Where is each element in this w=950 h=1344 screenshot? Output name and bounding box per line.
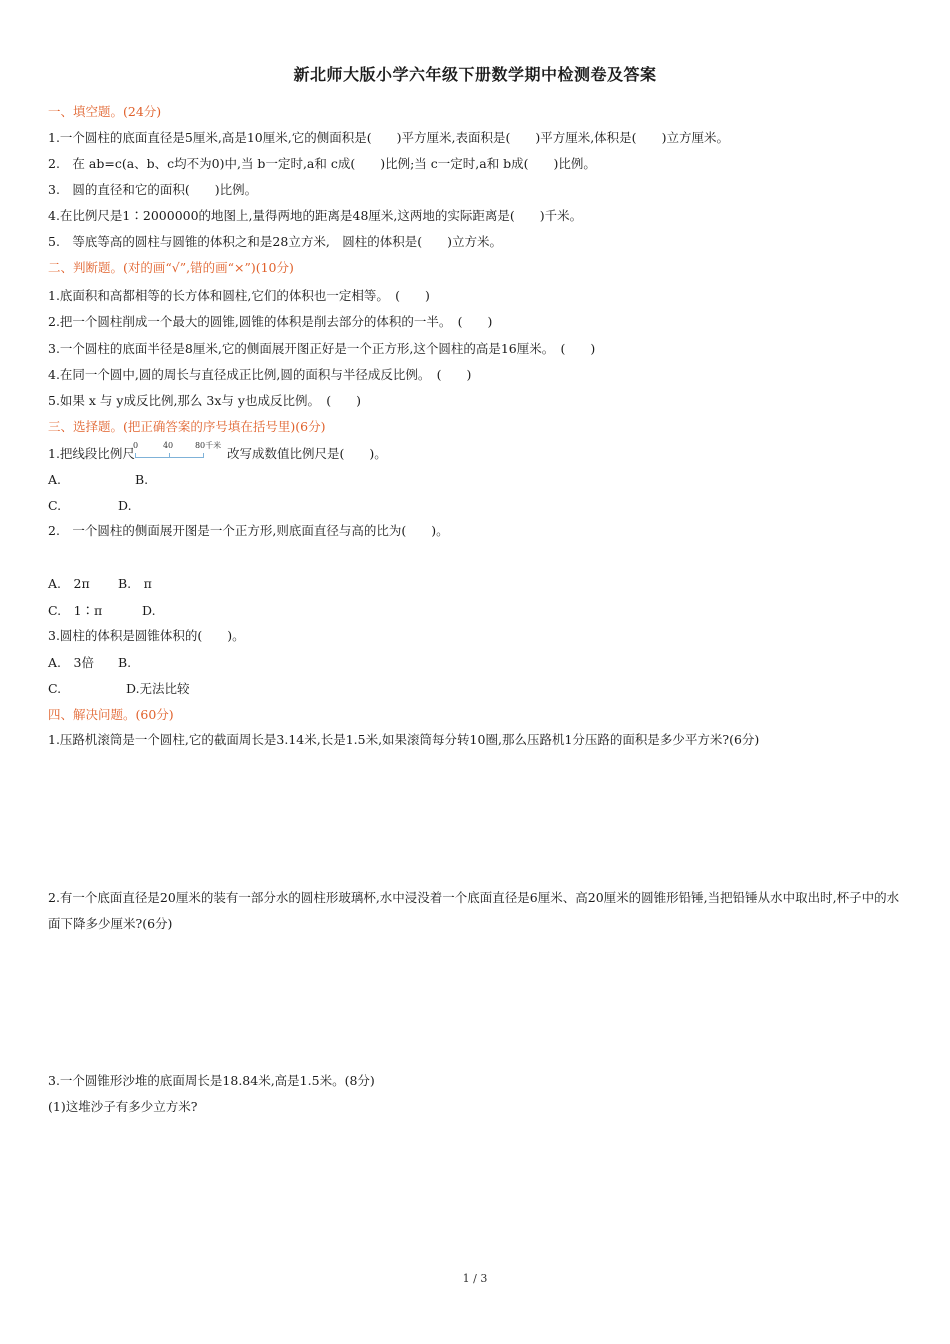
option-b: B. bbox=[135, 472, 149, 487]
option-a: A. 3倍 bbox=[48, 655, 94, 670]
question-text: 1.底面积和高都相等的长方体和圆柱,它们的体积也一定相等。 ( ) bbox=[48, 288, 430, 303]
question-text: 4.在同一个圆中,圆的周长与直径成正比例,圆的面积与半径成反比例。 ( ) bbox=[48, 367, 472, 382]
question-text: 5.如果 x 与 y成反比例,那么 3x与 y也成反比例。 ( ) bbox=[48, 393, 361, 408]
scale-tick bbox=[203, 453, 204, 458]
option-a: A. 2π bbox=[48, 576, 90, 591]
option-c: C. bbox=[48, 681, 62, 696]
option-a: A. bbox=[48, 472, 62, 487]
scale-tick bbox=[135, 453, 136, 458]
question-text: 3.圆柱的体积是圆锥体积的( )。 bbox=[48, 628, 245, 643]
question-text: 改写成数值比例尺是( )。 bbox=[226, 446, 387, 461]
section-heading-fill-in: 一、填空题。(24分) bbox=[48, 104, 162, 119]
question-line-scale bbox=[48, 441, 387, 463]
option-c: C. bbox=[48, 498, 62, 513]
page-number: 1 / 3 bbox=[462, 1272, 488, 1285]
option-d: D. bbox=[118, 498, 132, 513]
option-d: D.无法比较 bbox=[126, 681, 190, 696]
question-text: 4.在比例尺是1∶2000000的地图上,量得两地的距离是48厘米,这两地的实际距离是( )千米。 bbox=[48, 208, 583, 223]
question-text: 1.压路机滚筒是一个圆柱,它的截面周长是3.14米,长是1.5米,如果滚筒每分转10圈,那么压路机1分压路的面积是多少平方米?(6分) bbox=[48, 732, 760, 747]
scale-tick bbox=[169, 453, 170, 458]
option-b: B. π bbox=[118, 576, 152, 591]
option-d: D. bbox=[142, 603, 156, 618]
option-b: B. bbox=[118, 655, 132, 670]
section-heading-multiple-choice: 三、选择题。(把正确答案的序号填在括号里)(6分) bbox=[48, 419, 326, 434]
question-text: 5. 等底等高的圆柱与圆锥的体积之和是28立方米, 圆柱的体积是( )立方米。 bbox=[48, 234, 503, 249]
line-scale-figure bbox=[132, 441, 227, 463]
question-text: 2. 一个圆柱的侧面展开图是一个正方形,则底面直径与高的比为( )。 bbox=[48, 523, 449, 538]
scale-label: 40 bbox=[162, 441, 174, 450]
scale-label: 80千米 bbox=[194, 441, 222, 450]
question-text: 1.把线段比例尺 bbox=[48, 446, 135, 461]
question-text: 3. 圆的直径和它的面积( )比例。 bbox=[48, 182, 258, 197]
page-title: 新北师大版小学六年级下册数学期中检测卷及答案 bbox=[293, 65, 657, 84]
scale-label: 0 bbox=[132, 441, 139, 450]
question-text: 2. 在 ab=c(a、b、c均不为0)中,当 b一定时,a和 c成( )比例;当 c一定时,a和 b成( )比例。 bbox=[48, 156, 596, 171]
section-heading-problems: 四、解决问题。(60分) bbox=[48, 707, 174, 722]
option-c: C. 1∶π bbox=[48, 603, 103, 618]
question-text: 3.一个圆柱的底面半径是8厘米,它的侧面展开图正好是一个正方形,这个圆柱的高是16厘米。 ( ) bbox=[48, 341, 596, 356]
question-text: 2.有一个底面直径是20厘米的装有一部分水的圆柱形玻璃杯,水中浸没着一个底面直径是6厘米、高20厘米的圆锥形铅锤,当把铅锤从水中取出时,杯子中的水面下降多少厘米?(6分) bbox=[48, 890, 900, 931]
section-heading-true-false: 二、判断题。(对的画“√”,错的画“×”)(10分) bbox=[48, 260, 294, 275]
question-text: 3.一个圆锥形沙堆的底面周长是18.84米,高是1.5米。(8分) bbox=[48, 1073, 375, 1088]
question-text: (1)这堆沙子有多少立方米? bbox=[48, 1099, 198, 1114]
question-text: 1.一个圆柱的底面直径是5厘米,高是10厘米,它的侧面积是( )平方厘米,表面积是( )平方厘米,体积是( )立方厘米。 bbox=[48, 130, 729, 145]
question-text: 2.把一个圆柱削成一个最大的圆锥,圆锥的体积是削去部分的体积的一半。 ( ) bbox=[48, 314, 493, 329]
